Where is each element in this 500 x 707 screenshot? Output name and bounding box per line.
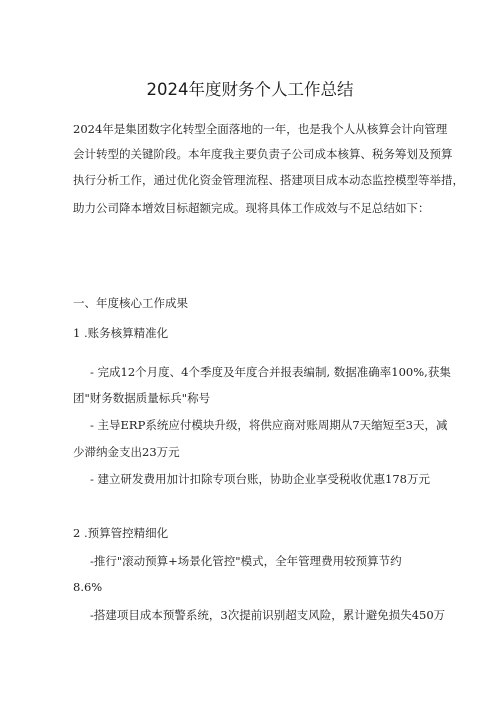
list-item: - 完成12个月度、4个季度及年度合并报表编制, 数据准确率100%,获集 <box>90 365 451 379</box>
list-item: -推行"滚动预算+场景化管控"模式，全年管理费用较预算节约 <box>90 554 402 568</box>
list-item: - 建立研发费用加计扣除专项台账，协助企业享受税收优惠178万元 <box>90 472 430 486</box>
list-item-continued: 少滞纳金支出23万元 <box>73 445 180 459</box>
intro-line-4: 助力公司降本增效目标超额完成。现将具体工作成效与不足总结如下： <box>73 201 430 215</box>
intro-line-2: 会计转型的关键阶段。本年度我主要负责子公司成本核算、税务筹划及预算 <box>73 147 453 161</box>
page-title: 2024年度财务个人工作总结 <box>146 80 354 99</box>
subsection-heading: 1 .账务核算精准化 <box>73 326 169 340</box>
intro-line-1: 2024年是集团数字化转型全面落地的一年，也是我个人从核算会计向管理 <box>73 122 448 136</box>
list-item-continued: 8.6% <box>73 580 103 594</box>
list-item: -搭建项目成本预警系统，3次提前识别超支风险，累计避免损失450万 <box>90 608 446 622</box>
list-item-continued: 团"财务数据质量标兵"称号 <box>73 391 211 405</box>
section-heading: 一、年度核心工作成果 <box>73 296 188 310</box>
intro-line-3: 执行分析工作，通过优化资金管理流程、搭建项目成本动态监控模型等举措， <box>73 173 464 187</box>
subsection-heading: 2 .预算管控精细化 <box>73 526 169 540</box>
list-item: - 主导ERP系统应付模块升级，将供应商对账周期从7天缩短至3天，减 <box>90 418 448 432</box>
